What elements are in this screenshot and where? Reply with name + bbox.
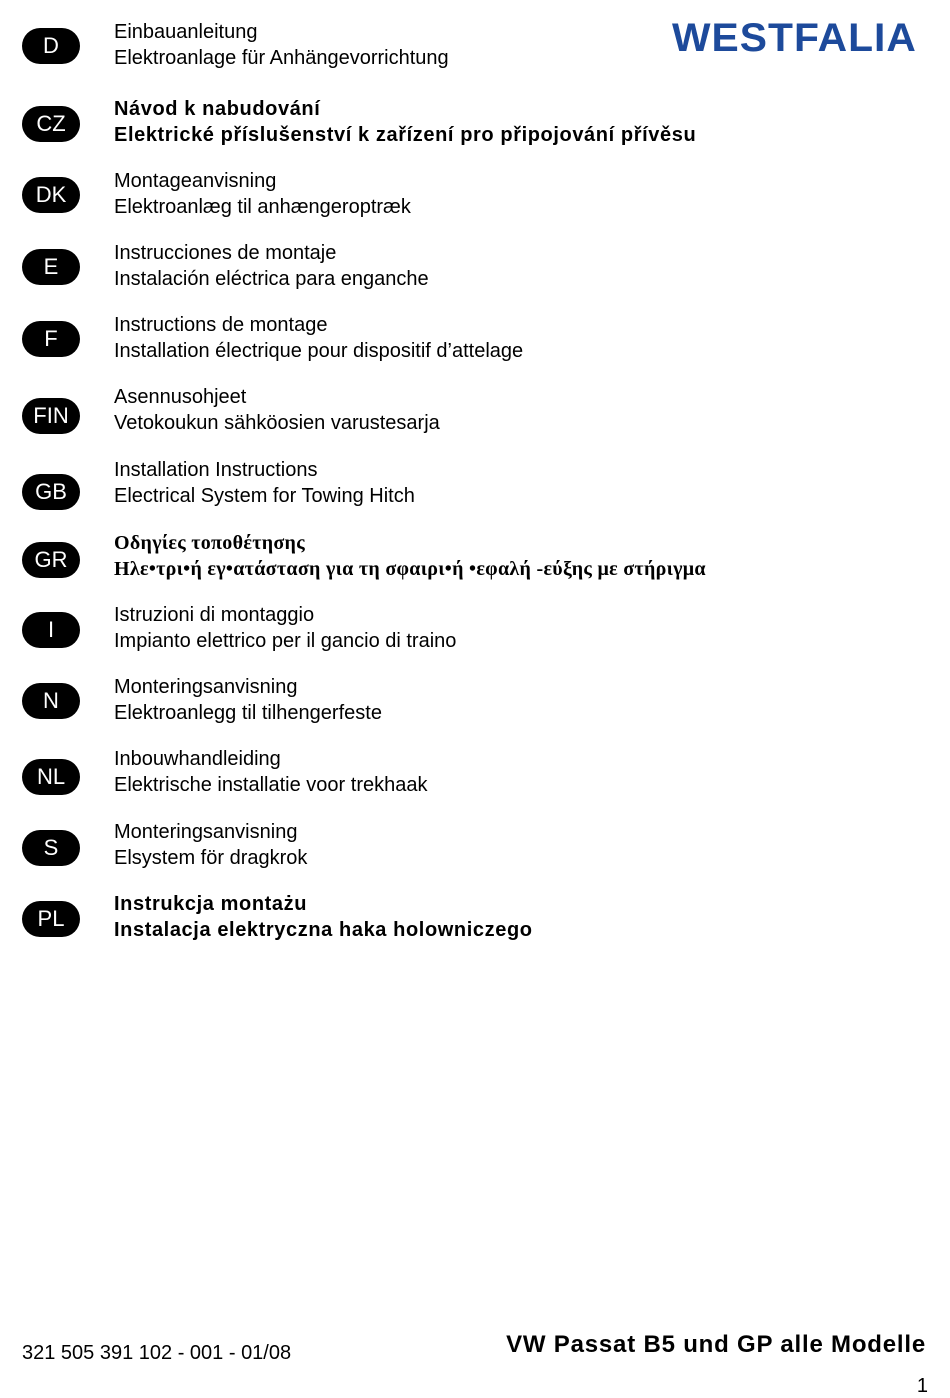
language-badge: GB xyxy=(22,474,80,510)
language-title: Asennusohjeet xyxy=(114,386,247,408)
language-badge: DK xyxy=(22,177,80,213)
vehicle-model-title: VW Passat B5 und GP alle Modelle xyxy=(506,1331,926,1358)
language-subtitle: Installation électrique pour dispositif d’attelage xyxy=(114,340,524,362)
language-title: Istruzioni di montaggio xyxy=(114,604,315,626)
language-title: Einbauanleitung xyxy=(114,21,258,43)
language-badge: GR xyxy=(22,542,80,578)
page-number: 1 xyxy=(916,1375,928,1397)
language-badge: I xyxy=(22,612,80,648)
language-title: Instrucciones de montaje xyxy=(114,242,337,264)
language-subtitle: Impianto elettrico per il gancio di traino xyxy=(114,630,457,652)
language-subtitle: Elektrische installatie voor trekhaak xyxy=(114,774,428,796)
language-badge: NL xyxy=(22,759,80,795)
language-title: Inbouwhandleiding xyxy=(114,748,281,770)
language-title: Monteringsanvisning xyxy=(114,676,298,698)
language-subtitle: Elsystem för dragkrok xyxy=(114,847,308,869)
westfalia-logo: WESTFALIA xyxy=(672,16,917,60)
language-badge: D xyxy=(22,28,80,64)
language-subtitle: Instalación eléctrica para enganche xyxy=(114,268,429,290)
language-badge: E xyxy=(22,249,80,285)
language-title: Návod k nabudování xyxy=(114,98,321,120)
language-subtitle: Elektroanlæg til anhængeroptræk xyxy=(114,196,411,218)
language-title: Οδηγίες τοποθέτησης xyxy=(114,532,305,554)
language-badge: N xyxy=(22,683,80,719)
language-subtitle: Vetokoukun sähköosien varustesarja xyxy=(114,412,440,434)
language-subtitle: Elektrické příslušenství k zařízení pro připojování přívěsu xyxy=(114,124,697,146)
language-title: Instructions de montage xyxy=(114,314,328,336)
language-badge: CZ xyxy=(22,106,80,142)
language-subtitle: Instalacja elektryczna haka holowniczego xyxy=(114,919,533,941)
language-title: Monteringsanvisning xyxy=(114,821,298,843)
language-badge: PL xyxy=(22,901,80,937)
language-subtitle: Elektroanlage für Anhängevorrichtung xyxy=(114,47,449,69)
language-title: Instrukcja montażu xyxy=(114,893,308,915)
language-subtitle: Elektroanlegg til tilhengerfeste xyxy=(114,702,382,724)
language-subtitle: Ηλε•τρι•ή εγ•ατάσταση για τη σφαιρι•ή •εφαλή -εύξης με στήριγμα xyxy=(114,558,706,580)
language-subtitle: Electrical System for Towing Hitch xyxy=(114,485,415,507)
language-title: Montageanvisning xyxy=(114,170,277,192)
language-badge: FIN xyxy=(22,398,80,434)
language-badge: S xyxy=(22,830,80,866)
language-badge: F xyxy=(22,321,80,357)
document-number: 321 505 391 102 - 001 - 01/08 xyxy=(22,1342,292,1364)
language-title: Installation Instructions xyxy=(114,459,318,481)
